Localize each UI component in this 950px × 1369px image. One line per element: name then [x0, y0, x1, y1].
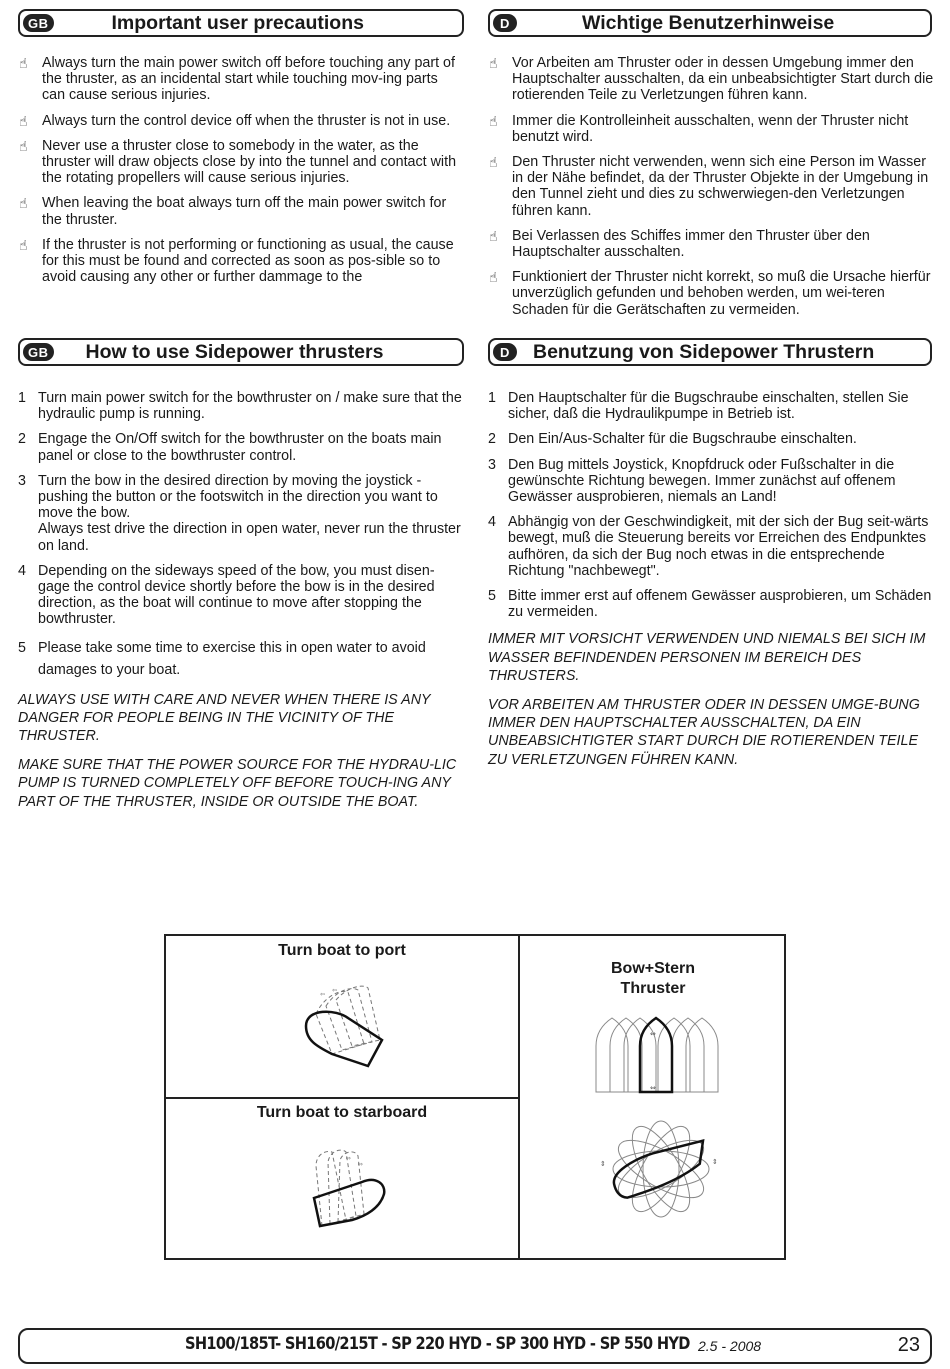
- gb-howto-body: [18, 390, 464, 811]
- list-item: ☝ Never use a thruster close to somebody in the water, as the thruster will draw objects close by into the tunnel and contact with the rotating propellers will cause serious injuries.: [19, 137, 457, 187]
- list-item: ☝ When leaving the boat always turn off the main power switch for the thruster.: [19, 195, 447, 228]
- svg-text:⇨: ⇨: [358, 1161, 364, 1168]
- section-title: Wichtige Benutzerhinweise: [582, 11, 835, 34]
- warning-text: VOR ARBEITEN AM THRUSTER ODER IN DESSEN UMGE-BUNG IMMER DEN HAUPTSCHALTER AUSSCHALTEN, DA EIN UNBEABSICHTIGTER START DURCH DIE ROTIERENDEN TEILE ZU VERLETZUNGEN FÜHREN KANN.: [488, 696, 920, 768]
- port-label: Turn boat to port: [278, 942, 406, 959]
- list-item: ☝ Always turn the main power switch off before touching any part of the thruster, as an incidental start while touching mov-ing parts can cause serious injuries.: [19, 55, 455, 104]
- list-item: ☝ Always turn the control device off when the thruster is not in use.: [19, 112, 451, 129]
- list-item: ☝ Den Thruster nicht verwenden, wenn sich eine Person im Wasser in der Nähe befindet, da der Thruster Objekte in der Umgebung in den Tunnel zieht und dies zu schwerwiegen-den Verletzungen führen kann.: [489, 154, 929, 219]
- svg-text:⇔: ⇔: [650, 1030, 656, 1038]
- section-title: Benutzung von Sidepower Thrustern: [533, 340, 875, 363]
- gb-steps-list: [18, 390, 464, 681]
- d-steps-list: [488, 390, 934, 620]
- pointing-hand-icon: ☝: [489, 269, 498, 286]
- section-title: Important user precautions: [111, 11, 364, 34]
- list-item: ☝ Bei Verlassen des Schiffes immer den Thruster über den Hauptschalter ausschalten.: [489, 227, 870, 261]
- starboard-label: Turn boat to starboard: [256, 1104, 428, 1121]
- list-item: 4 Depending on the sideways speed of the bow, you must disen-gage the control device shortly before the bow is in the desired direction, as the boat will continue to move after stopping the bowthruster.: [18, 562, 435, 628]
- list-item: ☝ Immer die Kontrolleinheit ausschalten, wenn der Thruster nicht benutzt wird.: [489, 112, 909, 145]
- section-title: How to use Sidepower thrusters: [85, 340, 384, 363]
- list-item: 3 Turn the bow in the desired direction by moving the joystick - pushing the button or the footswitch in the direction you want to move the bow. Always test drive the direction in open water, never run the thruster on land.: [18, 472, 461, 554]
- version-label: 2.5 - 2008: [698, 1338, 762, 1354]
- maneuver-diagram: [164, 934, 786, 1260]
- lang-badge-gb: GB: [23, 343, 54, 361]
- turn-port-illustration: [286, 984, 406, 1084]
- svg-text:⇕: ⇕: [600, 1160, 606, 1168]
- lang-badge-d: D: [493, 14, 517, 32]
- svg-text:⇔: ⇔: [650, 1084, 656, 1092]
- svg-text:⇦: ⇦: [332, 987, 338, 994]
- lang-badge-gb: GB: [23, 14, 54, 32]
- list-item: 2 Engage the On/Off switch for the bowthruster on the boats main panel or close to the bowthruster control.: [18, 431, 442, 464]
- pointing-hand-icon: ☝: [19, 137, 28, 154]
- d-howto-body: [488, 390, 934, 769]
- warning-text: ALWAYS USE WITH CARE AND NEVER WHEN THERE IS ANY DANGER FOR PEOPLE BEING IN THE VICINITY OF THE THRUSTER.: [18, 691, 431, 745]
- pointing-hand-icon: ☝: [489, 112, 498, 129]
- list-item: ☝ Funktioniert der Thruster nicht korrekt, so muß die Ursache hierfür unverzüglich gefunden und behoben werden, um wei-teren Schaden für die Gerätschaften zu vermeiden.: [489, 269, 931, 318]
- list-item: 1 Turn main power switch for the bowthruster on / make sure that the hydraulic pump is running.: [18, 390, 462, 423]
- svg-text:⇕: ⇕: [712, 1158, 718, 1166]
- turn-starboard-illustration: [286, 1146, 406, 1246]
- pointing-hand-icon: ☝: [19, 55, 28, 71]
- warning-text: IMMER MIT VORSICHT VERWENDEN UND NIEMALS BEI SICH IM WASSER BEFINDENDEN PERSONEN IM BEREICH DES THRUSTERS.: [488, 631, 926, 685]
- gb-howto-heading: [18, 338, 464, 366]
- pointing-hand-icon: ☝: [19, 195, 28, 212]
- page-footer: [18, 1328, 932, 1364]
- svg-text:⇦: ⇦: [320, 991, 326, 998]
- d-precautions-list: [488, 55, 934, 327]
- warning-text: MAKE SURE THAT THE POWER SOURCE FOR THE HYDRAU-LIC PUMP IS TURNED COMPLETELY OFF BEFORE TOUCH-ING ANY PART OF THE THRUSTER, INSIDE OR OUTSIDE THE BOAT.: [18, 756, 457, 810]
- d-howto-heading: [488, 338, 932, 366]
- list-item: 4 Abhängig von der Geschwindigkeit, mit der sich der Bug seit-wärts bewegt, muß die Steuerung bereits vor Erreichen des Endpunktes aufhören, da sich der Bug noch etwas in die entsprechende Richtung "nachbewegt".: [488, 514, 929, 579]
- list-item: ☝ If the thruster is not performing or functioning as usual, the cause for this must be found and corrected as soon as pos-sible so to avoid causing any other or further dammage to the: [19, 236, 454, 286]
- list-item: 3 Den Bug mittels Joystick, Knopfdruck oder Fußschalter in die gewünschte Richtung bewegen. Immer zunächst auf offenem Gewässer ausprobieren, niemals an Land!: [488, 456, 896, 506]
- model-list: SH100/185T- SH160/215T - SP 220 HYD - SP 300 HYD - SP 550 HYD: [185, 1334, 690, 1354]
- page-number: 23: [897, 1334, 920, 1356]
- list-item: 1 Den Hauptschalter für die Bugschraube einschalten, stellen Sie sicher, daß die Hydraulikpumpe in Betrieb ist.: [488, 390, 909, 423]
- pointing-hand-icon: ☝: [19, 236, 28, 253]
- pointing-hand-icon: ☝: [489, 154, 498, 171]
- gb-precautions-heading: [18, 9, 464, 37]
- gb-precautions-list: [18, 55, 464, 294]
- bow-stern-rotate-illustration: [596, 1114, 726, 1224]
- list-item: ☝ Vor Arbeiten am Thruster oder in dessen Umgebung immer den Hauptschalter ausschalten, da ein unbeabsichtigter Start durch die rotierenden Teile zu Verletzungen führen kann.: [489, 55, 934, 104]
- d-precautions-heading: [488, 9, 932, 37]
- pointing-hand-icon: ☝: [489, 227, 498, 244]
- bow-stern-label: Bow+Stern Thruster: [610, 960, 695, 997]
- pointing-hand-icon: ☝: [489, 55, 498, 71]
- bow-stern-sideways-illustration: [592, 1016, 722, 1096]
- lang-badge-d: D: [493, 343, 517, 361]
- pointing-hand-icon: ☝: [19, 112, 28, 129]
- divider: [166, 1097, 520, 1099]
- list-item: 2 Den Ein/Aus-Schalter für die Bugschraube einschalten.: [488, 431, 857, 448]
- svg-text:⇨: ⇨: [346, 1155, 352, 1162]
- list-item: 5 Please take some time to exercise this in open water to avoid damages to your boat.: [18, 639, 426, 678]
- list-item: 5 Bitte immer erst auf offenem Gewässer ausprobieren, um Schäden zu vermeiden.: [488, 588, 932, 621]
